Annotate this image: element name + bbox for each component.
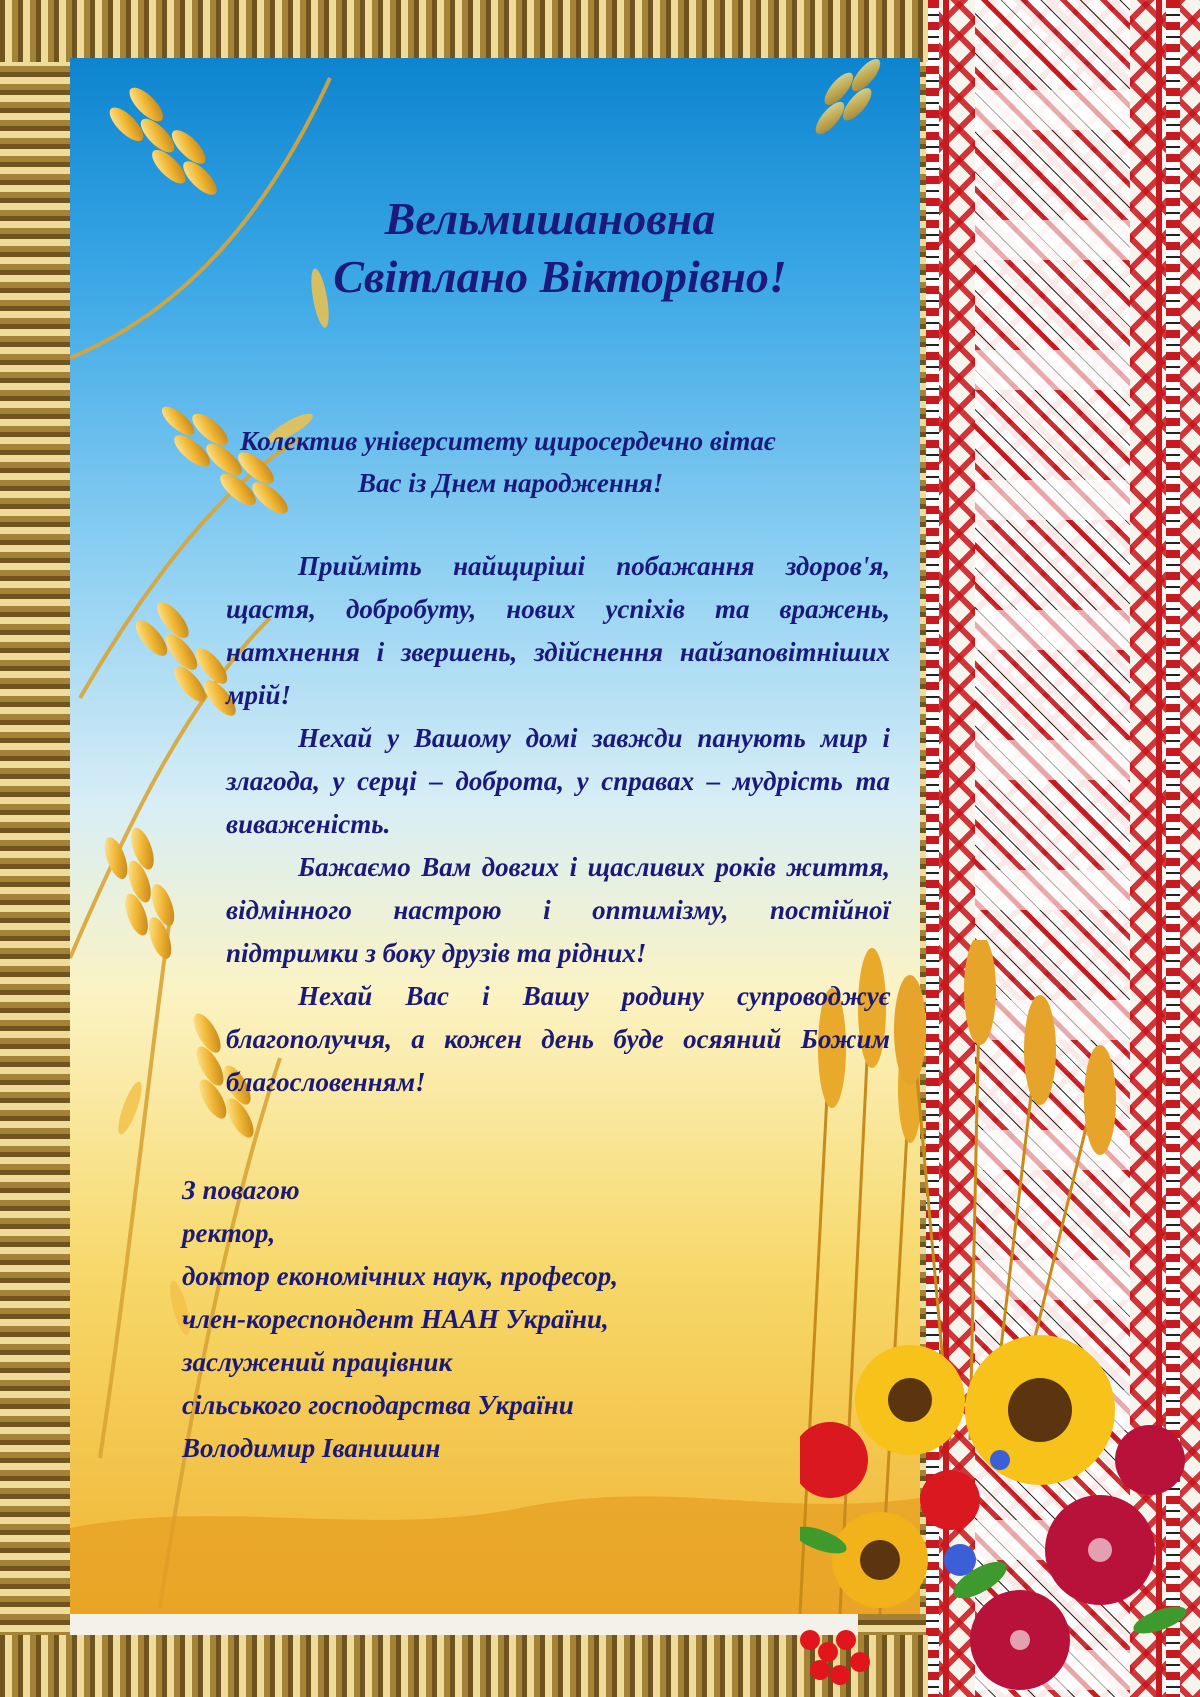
signature-honor-cont: сільського господарства України bbox=[182, 1390, 574, 1420]
frame-top bbox=[0, 0, 928, 62]
signature-title: ректор, bbox=[182, 1218, 276, 1248]
wishes-paragraph: Нехай Вас і Вашу родину супроводжує благополуччя, а кожен день буде осяяний Божим благословенням! bbox=[226, 981, 890, 1097]
frame-left bbox=[0, 0, 70, 1697]
wishes-paragraph: Бажаємо Вам довгих і щасливих років життя, відмінного настрою і оптимізму, постійної підтримки з боку друзів та рідних! bbox=[226, 852, 890, 968]
signature-name: Володимир Іванишин bbox=[182, 1433, 441, 1463]
signature-honor: заслужений працівник bbox=[182, 1347, 453, 1377]
signature-degree: доктор економічних наук, професор, bbox=[182, 1261, 618, 1291]
greeting-line-2: Світлано Вікторівно! bbox=[333, 251, 787, 302]
wishes-paragraph: Прийміть найщиріші побажання здоров'я, щастя, добробуту, нових успіхів та вражень, натхнення і звершень, здійснення найзаповітніших мрій! bbox=[226, 551, 890, 710]
intro-line-2: Вас із Днем народження! bbox=[358, 468, 664, 498]
signature-closing: З повагою bbox=[182, 1175, 300, 1205]
intro-line-1: Колектив університету щиросердечно вітає bbox=[240, 426, 776, 456]
greeting-line-1: Вельмишановна bbox=[384, 193, 716, 244]
frame-bottom bbox=[0, 1635, 928, 1697]
signature-membership: член-кореспондент НААН України, bbox=[182, 1304, 609, 1334]
signature-block bbox=[182, 1169, 782, 1470]
greeting-title bbox=[230, 190, 870, 306]
wishes-paragraph: Нехай у Вашому домі завжди панують мир і злагода, у серці – доброта, у справах – мудрість та виваженість. bbox=[226, 723, 890, 839]
wishes-body bbox=[226, 545, 890, 1104]
intro-text bbox=[220, 420, 890, 504]
